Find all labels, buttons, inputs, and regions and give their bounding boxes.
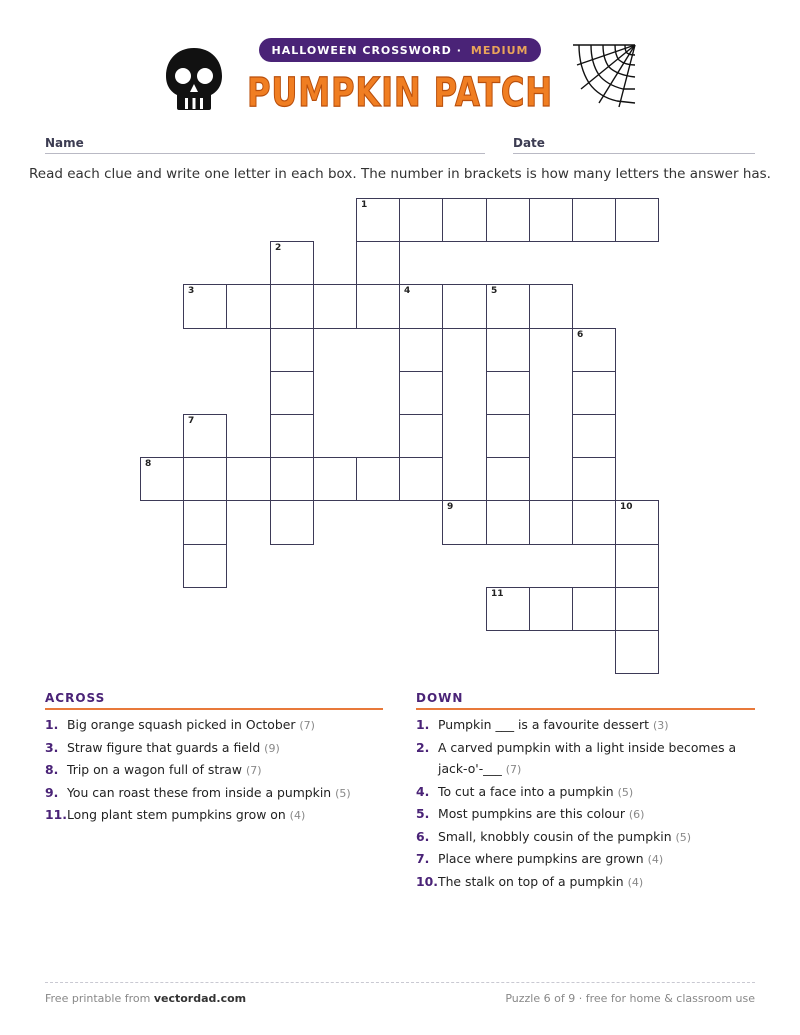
clue-num: 1. xyxy=(416,717,430,732)
clue-text-wrap xyxy=(438,714,756,737)
clue-num: 2. xyxy=(416,739,430,755)
clue-length: (4) xyxy=(289,809,306,822)
page-title-text: PUMPKIN PATCH xyxy=(247,70,553,116)
clue-number: 4 xyxy=(404,286,411,296)
clue-length: (7) xyxy=(505,763,522,776)
grid-cell[interactable] xyxy=(486,500,530,545)
grid-cell[interactable] xyxy=(356,241,400,285)
clue-text: You can roast these from inside a pumpkin xyxy=(67,784,332,800)
clue-num: 6. xyxy=(416,828,430,844)
footer-site-link[interactable]: vectordad.com xyxy=(153,992,247,1005)
across-rule xyxy=(45,708,383,710)
clue-text: Trip on a wagon full of straw xyxy=(67,762,243,777)
clue-text: The stalk on top of a pumpkin xyxy=(438,873,624,889)
across-clue xyxy=(45,804,385,827)
clue-length: (9) xyxy=(264,741,280,755)
grid-cell[interactable] xyxy=(313,284,357,329)
grid-cell[interactable] xyxy=(615,587,659,631)
grid-cell[interactable] xyxy=(313,457,357,501)
down-clue xyxy=(416,737,756,781)
clue-length: (5) xyxy=(617,785,634,799)
grid-cell[interactable] xyxy=(183,544,227,588)
clue-number: 9 xyxy=(447,502,454,512)
clue-num: 8. xyxy=(45,762,59,777)
clue-text: Pumpkin ___ is a favourite dessert xyxy=(438,717,649,732)
grid-cell[interactable] xyxy=(529,284,573,329)
clue-num: 3. xyxy=(45,739,59,755)
grid-cell[interactable] xyxy=(399,414,443,458)
clue-text-wrap xyxy=(438,871,756,894)
grid-cell[interactable] xyxy=(486,414,530,458)
across-clue xyxy=(45,714,385,737)
footer-divider xyxy=(45,982,755,983)
across-heading: ACROSS xyxy=(45,691,106,705)
down-clue xyxy=(416,826,756,849)
grid-cell[interactable] xyxy=(270,414,314,458)
grid-cell[interactable] xyxy=(529,500,573,545)
clue-num: 10. xyxy=(416,873,438,889)
down-clue xyxy=(416,803,756,826)
clue-num: 9. xyxy=(45,784,59,800)
pill-separator: · xyxy=(456,43,462,57)
grid-cell[interactable] xyxy=(442,198,487,242)
clue-text: To cut a face into a pumpkin xyxy=(438,783,614,799)
grid-cell[interactable] xyxy=(270,457,314,501)
grid-cell[interactable] xyxy=(270,328,314,372)
grid-cell[interactable] xyxy=(486,371,530,415)
clue-text-wrap xyxy=(438,737,756,781)
grid-cell[interactable] xyxy=(356,284,400,329)
name-label: Name xyxy=(45,136,84,150)
clue-text: Long plant stem pumpkins grow on xyxy=(67,807,286,822)
instructions: Read each clue and write one letter in each box. The number in brackets is how many letters the answer has. xyxy=(29,166,771,182)
pill-label: HALLOWEEN CROSSWORD xyxy=(271,43,452,57)
clue-number: 3 xyxy=(188,286,195,296)
down-clue xyxy=(416,848,756,871)
clue-num: 11. xyxy=(45,807,67,822)
grid-cell[interactable] xyxy=(529,198,573,242)
clue-number: 7 xyxy=(188,416,195,426)
down-rule xyxy=(416,708,755,710)
clue-num: 7. xyxy=(416,851,430,866)
clue-text: Most pumpkins are this colour xyxy=(438,806,625,821)
clue-number: 8 xyxy=(145,459,152,469)
grid-cell[interactable] xyxy=(183,500,227,545)
grid-cell[interactable] xyxy=(572,587,616,631)
grid-cell[interactable] xyxy=(226,457,271,501)
footer-credit-prefix: Free printable from xyxy=(45,992,151,1005)
clue-number: 10 xyxy=(620,502,633,512)
date-label: Date xyxy=(513,136,545,150)
grid-cell[interactable] xyxy=(270,284,314,329)
clue-length: (7) xyxy=(299,719,315,732)
clue-num: 4. xyxy=(416,783,430,799)
across-clue xyxy=(45,759,385,782)
clue-length: (7) xyxy=(245,764,262,777)
grid-cell[interactable] xyxy=(615,544,659,588)
clue-length: (5) xyxy=(335,786,351,800)
clue-num: 5. xyxy=(416,806,430,821)
clue-number: 5 xyxy=(491,286,498,296)
grid-cell[interactable] xyxy=(399,457,443,501)
across-clues xyxy=(45,714,385,827)
clue-text-wrap xyxy=(438,848,756,871)
clue-text-wrap xyxy=(67,759,385,782)
clue-text: Straw figure that guards a field xyxy=(67,739,261,755)
grid-cell[interactable] xyxy=(572,371,616,415)
grid-cell[interactable] xyxy=(486,198,530,242)
clue-number: 1 xyxy=(361,200,368,210)
grid-cell[interactable] xyxy=(572,198,616,242)
grid-cell[interactable] xyxy=(356,457,400,501)
clue-text-wrap xyxy=(67,714,385,737)
clue-text-wrap xyxy=(67,737,385,760)
down-heading: DOWN xyxy=(416,691,464,705)
footer-credit xyxy=(45,992,246,1005)
down-clue xyxy=(416,871,756,894)
grid-cell[interactable] xyxy=(572,457,616,501)
clue-text-wrap xyxy=(67,782,385,805)
across-clue xyxy=(45,782,385,805)
grid-cell[interactable] xyxy=(399,198,443,242)
difficulty-level: MEDIUM xyxy=(470,43,529,57)
clue-length: (5) xyxy=(675,830,692,844)
grid-cell[interactable] xyxy=(270,500,314,545)
grid-cell[interactable] xyxy=(572,414,616,458)
clue-text: Small, knobbly cousin of the pumpkin xyxy=(438,828,672,844)
clue-number: 11 xyxy=(491,589,504,599)
grid-cell[interactable] xyxy=(183,457,227,501)
grid-cell[interactable] xyxy=(486,457,530,501)
across-clue xyxy=(45,737,385,760)
clue-text-wrap xyxy=(438,781,756,804)
grid-cell[interactable] xyxy=(486,328,530,372)
grid-cell[interactable] xyxy=(442,284,487,329)
clue-length: (4) xyxy=(627,875,644,889)
footer-puzzle-info: Puzzle 6 of 9 · free for home & classroom use xyxy=(505,992,755,1005)
clue-length: (3) xyxy=(652,719,669,732)
down-clues xyxy=(416,714,756,893)
clue-text: Big orange squash picked in October xyxy=(67,717,296,732)
grid-cell[interactable] xyxy=(572,500,616,545)
grid-cell[interactable] xyxy=(399,328,443,372)
clue-number: 2 xyxy=(275,243,282,253)
clue-text-wrap xyxy=(438,826,756,849)
clue-num: 1. xyxy=(45,717,59,732)
clue-text-wrap xyxy=(67,804,385,827)
grid-cell[interactable] xyxy=(529,587,573,631)
clue-length: (4) xyxy=(647,853,664,866)
grid-cell[interactable] xyxy=(399,371,443,415)
clue-text: Place where pumpkins are grown xyxy=(438,851,644,866)
clue-length: (6) xyxy=(628,808,645,821)
clue-number: 6 xyxy=(577,330,584,340)
clue-text-wrap xyxy=(438,803,756,826)
grid-cell[interactable] xyxy=(226,284,271,329)
clue-text: A carved pumpkin with a light inside becomes a jack-o'-___ xyxy=(438,739,737,776)
grid-cell[interactable] xyxy=(270,371,314,415)
down-clue xyxy=(416,781,756,804)
down-clue xyxy=(416,714,756,737)
grid-cell[interactable] xyxy=(615,198,659,242)
grid-cell[interactable] xyxy=(615,630,659,674)
